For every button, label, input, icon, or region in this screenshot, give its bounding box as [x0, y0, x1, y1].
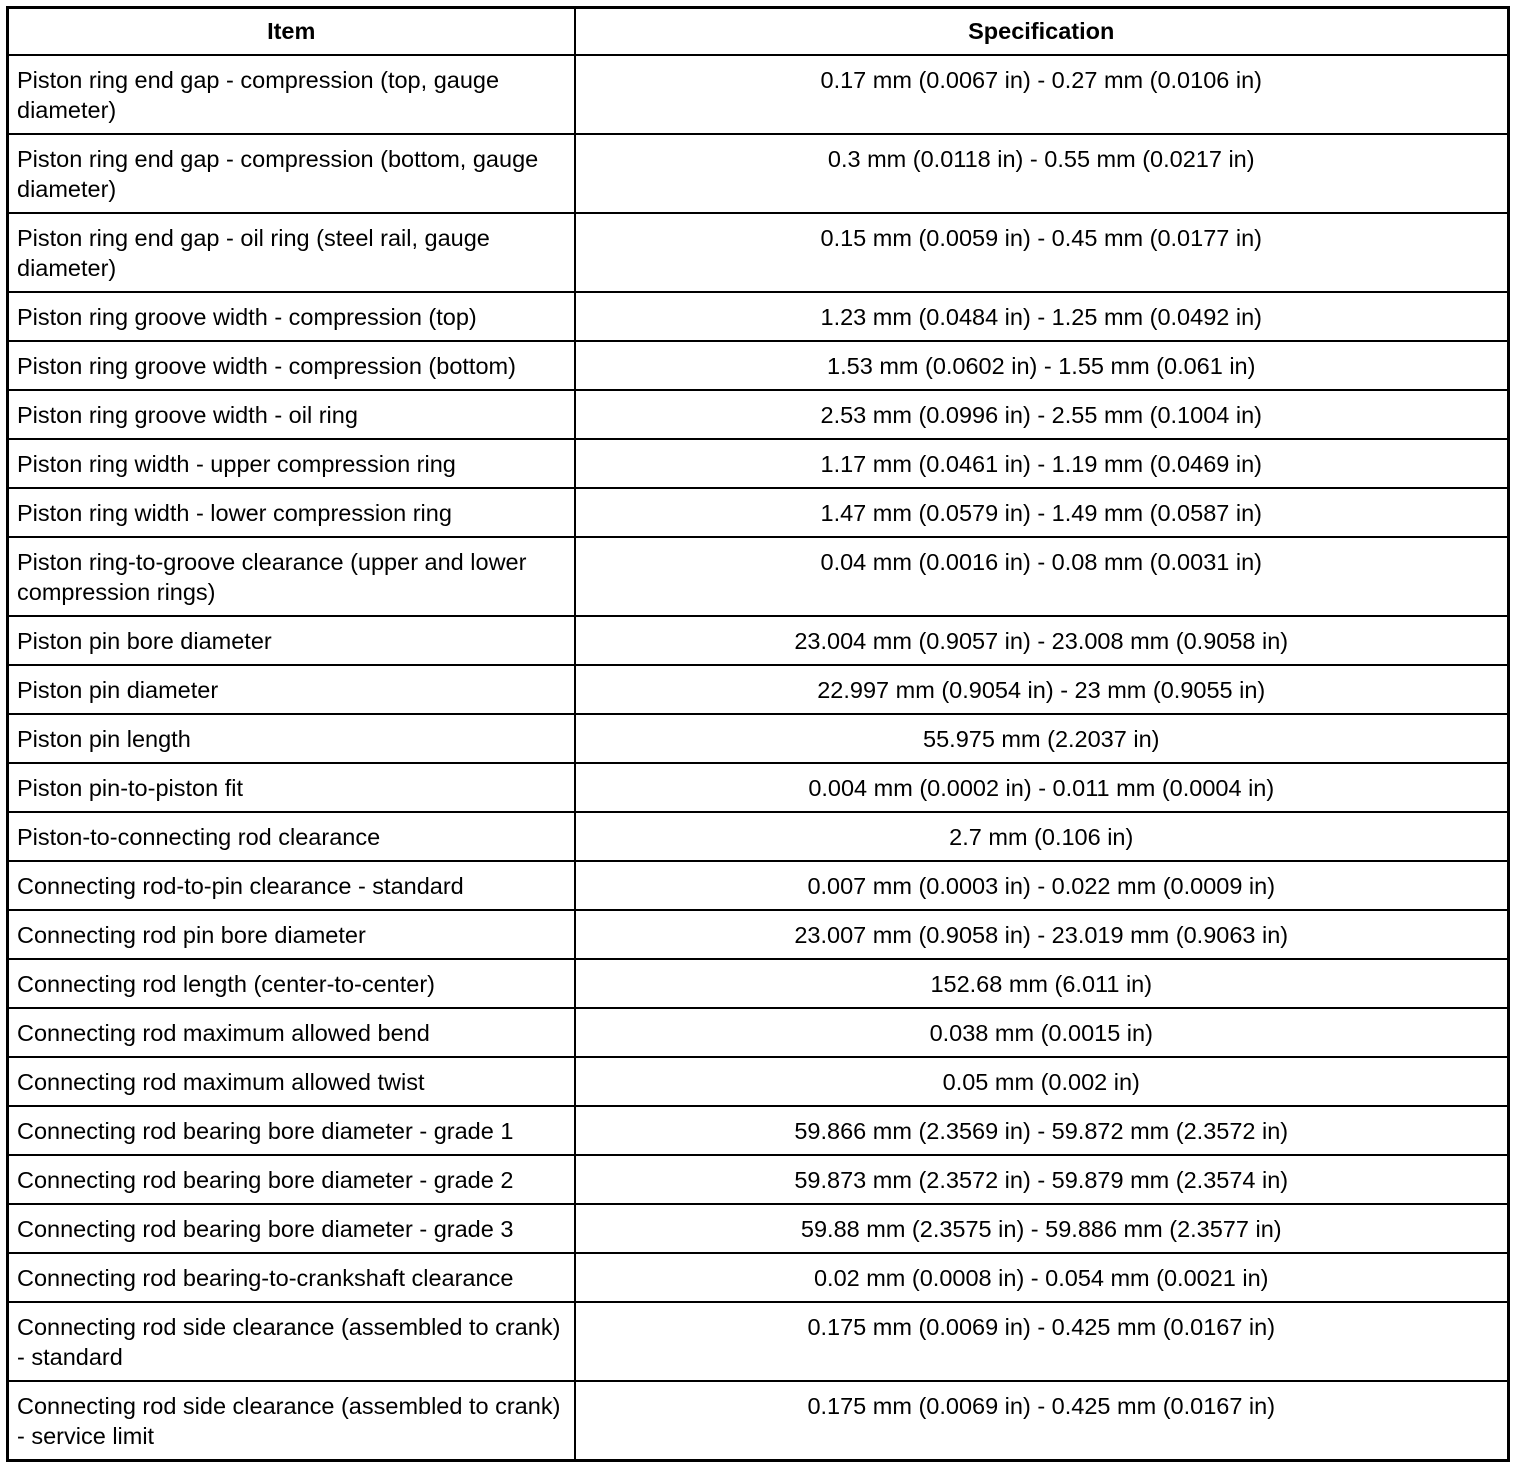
specification-cell: 0.038 mm (0.0015 in) — [575, 1008, 1509, 1057]
item-cell: Piston ring end gap - compression (top, gauge diameter) — [8, 55, 575, 134]
table-row — [8, 714, 1509, 763]
table-row — [8, 292, 1509, 341]
table-row — [8, 213, 1509, 292]
table-row — [8, 1057, 1509, 1106]
table-body — [8, 55, 1509, 1461]
item-cell: Connecting rod bearing bore diameter - grade 3 — [8, 1204, 575, 1253]
item-cell: Piston ring groove width - oil ring — [8, 390, 575, 439]
specification-cell: 22.997 mm (0.9054 in) - 23 mm (0.9055 in) — [575, 665, 1509, 714]
item-cell: Piston pin diameter — [8, 665, 575, 714]
table-row — [8, 665, 1509, 714]
item-cell: Piston ring width - upper compression ring — [8, 439, 575, 488]
table-row — [8, 1106, 1509, 1155]
table-row — [8, 861, 1509, 910]
specification-cell: 59.88 mm (2.3575 in) - 59.886 mm (2.3577 in) — [575, 1204, 1509, 1253]
item-cell: Piston ring groove width - compression (bottom) — [8, 341, 575, 390]
table-row — [8, 439, 1509, 488]
specification-cell: 23.007 mm (0.9058 in) - 23.019 mm (0.9063 in) — [575, 910, 1509, 959]
specification-cell: 59.866 mm (2.3569 in) - 59.872 mm (2.3572 in) — [575, 1106, 1509, 1155]
item-cell: Piston ring groove width - compression (top) — [8, 292, 575, 341]
specification-cell: 1.47 mm (0.0579 in) - 1.49 mm (0.0587 in) — [575, 488, 1509, 537]
table-row — [8, 55, 1509, 134]
table-row — [8, 134, 1509, 213]
item-cell: Piston pin-to-piston fit — [8, 763, 575, 812]
specification-cell: 1.23 mm (0.0484 in) - 1.25 mm (0.0492 in) — [575, 292, 1509, 341]
specification-cell: 23.004 mm (0.9057 in) - 23.008 mm (0.9058 in) — [575, 616, 1509, 665]
item-cell: Connecting rod bearing-to-crankshaft clearance — [8, 1253, 575, 1302]
item-cell: Connecting rod side clearance (assembled to crank) - standard — [8, 1302, 575, 1381]
item-cell: Piston pin bore diameter — [8, 616, 575, 665]
table-row — [8, 488, 1509, 537]
table-row — [8, 959, 1509, 1008]
item-cell: Piston ring width - lower compression ring — [8, 488, 575, 537]
spec-table — [6, 6, 1510, 1462]
specification-cell: 0.17 mm (0.0067 in) - 0.27 mm (0.0106 in) — [575, 55, 1509, 134]
specification-cell: 1.17 mm (0.0461 in) - 1.19 mm (0.0469 in) — [575, 439, 1509, 488]
item-cell: Piston pin length — [8, 714, 575, 763]
specification-cell: 0.15 mm (0.0059 in) - 0.45 mm (0.0177 in) — [575, 213, 1509, 292]
table-row — [8, 1381, 1509, 1461]
specification-cell: 0.004 mm (0.0002 in) - 0.011 mm (0.0004 in) — [575, 763, 1509, 812]
item-cell: Piston ring end gap - oil ring (steel rail, gauge diameter) — [8, 213, 575, 292]
specification-cell: 0.175 mm (0.0069 in) - 0.425 mm (0.0167 in) — [575, 1302, 1509, 1381]
table-row — [8, 1008, 1509, 1057]
item-cell: Connecting rod side clearance (assembled to crank) - service limit — [8, 1381, 575, 1461]
table-row — [8, 341, 1509, 390]
item-cell: Piston-to-connecting rod clearance — [8, 812, 575, 861]
specification-cell: 0.007 mm (0.0003 in) - 0.022 mm (0.0009 in) — [575, 861, 1509, 910]
specification-cell: 0.3 mm (0.0118 in) - 0.55 mm (0.0217 in) — [575, 134, 1509, 213]
table-row — [8, 1204, 1509, 1253]
item-cell: Piston ring-to-groove clearance (upper and lower compression rings) — [8, 537, 575, 616]
specification-cell: 0.04 mm (0.0016 in) - 0.08 mm (0.0031 in) — [575, 537, 1509, 616]
item-cell: Connecting rod maximum allowed bend — [8, 1008, 575, 1057]
table-row — [8, 616, 1509, 665]
specification-cell: 0.02 mm (0.0008 in) - 0.054 mm (0.0021 in) — [575, 1253, 1509, 1302]
column-header-specification: Specification — [575, 8, 1509, 55]
item-cell: Connecting rod bearing bore diameter - grade 1 — [8, 1106, 575, 1155]
item-cell: Connecting rod pin bore diameter — [8, 910, 575, 959]
item-cell: Piston ring end gap - compression (bottom, gauge diameter) — [8, 134, 575, 213]
specification-cell: 2.7 mm (0.106 in) — [575, 812, 1509, 861]
table-row — [8, 763, 1509, 812]
table-row — [8, 812, 1509, 861]
specification-cell: 55.975 mm (2.2037 in) — [575, 714, 1509, 763]
item-cell: Connecting rod bearing bore diameter - grade 2 — [8, 1155, 575, 1204]
table-row — [8, 910, 1509, 959]
table-row — [8, 1302, 1509, 1381]
table-row — [8, 390, 1509, 439]
specification-cell: 59.873 mm (2.3572 in) - 59.879 mm (2.3574 in) — [575, 1155, 1509, 1204]
column-header-item: Item — [8, 8, 575, 55]
table-row — [8, 1253, 1509, 1302]
item-cell: Connecting rod-to-pin clearance - standard — [8, 861, 575, 910]
table-header-row — [8, 8, 1509, 55]
table-row — [8, 1155, 1509, 1204]
specification-cell: 0.175 mm (0.0069 in) - 0.425 mm (0.0167 in) — [575, 1381, 1509, 1461]
specification-cell: 152.68 mm (6.011 in) — [575, 959, 1509, 1008]
item-cell: Connecting rod length (center-to-center) — [8, 959, 575, 1008]
item-cell: Connecting rod maximum allowed twist — [8, 1057, 575, 1106]
table-row — [8, 537, 1509, 616]
specification-cell: 0.05 mm (0.002 in) — [575, 1057, 1509, 1106]
specification-cell: 1.53 mm (0.0602 in) - 1.55 mm (0.061 in) — [575, 341, 1509, 390]
specification-cell: 2.53 mm (0.0996 in) - 2.55 mm (0.1004 in) — [575, 390, 1509, 439]
